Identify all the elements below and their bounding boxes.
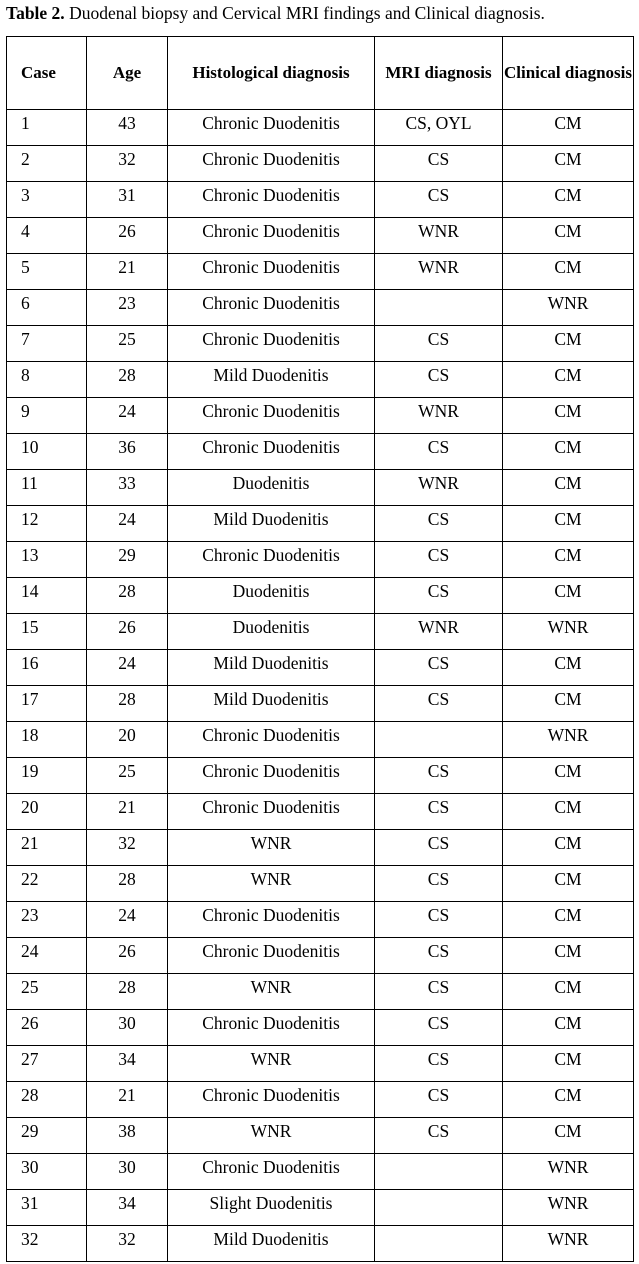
cell-mri: CS, OYL: [375, 110, 503, 146]
cell-histological: Mild Duodenitis: [168, 686, 375, 722]
cell-clinical: CM: [503, 794, 634, 830]
cell-age: 26: [87, 218, 168, 254]
cell-age: 21: [87, 1082, 168, 1118]
cell-age: 30: [87, 1154, 168, 1190]
cell-age: 21: [87, 254, 168, 290]
cell-clinical: WNR: [503, 290, 634, 326]
cell-mri: [375, 1154, 503, 1190]
cell-mri: CS: [375, 506, 503, 542]
cell-case: 3: [7, 182, 87, 218]
cell-clinical: CM: [503, 470, 634, 506]
cell-age: 23: [87, 290, 168, 326]
table-row: [7, 254, 634, 290]
cell-histological: Chronic Duodenitis: [168, 146, 375, 182]
cell-case: 29: [7, 1118, 87, 1154]
table-caption: [6, 0, 545, 36]
table-row: [7, 146, 634, 182]
cell-clinical: CM: [503, 686, 634, 722]
cell-clinical: CM: [503, 110, 634, 146]
cell-mri: CS: [375, 542, 503, 578]
cell-case: 5: [7, 254, 87, 290]
header-row: [7, 37, 634, 110]
table-row: [7, 1118, 634, 1154]
table-row: [7, 542, 634, 578]
cell-histological: Mild Duodenitis: [168, 650, 375, 686]
cell-histological: Chronic Duodenitis: [168, 902, 375, 938]
cell-mri: WNR: [375, 254, 503, 290]
cell-mri: CS: [375, 362, 503, 398]
table-row: [7, 218, 634, 254]
table-row: [7, 470, 634, 506]
table-row: [7, 722, 634, 758]
cell-case: 1: [7, 110, 87, 146]
cell-case: 15: [7, 614, 87, 650]
table-row: [7, 866, 634, 902]
cell-histological: Chronic Duodenitis: [168, 254, 375, 290]
cell-case: 24: [7, 938, 87, 974]
cell-case: 31: [7, 1190, 87, 1226]
cell-clinical: CM: [503, 182, 634, 218]
cell-mri: CS: [375, 1118, 503, 1154]
cell-clinical: CM: [503, 1010, 634, 1046]
table-row: [7, 110, 634, 146]
cell-case: 30: [7, 1154, 87, 1190]
cell-histological: Chronic Duodenitis: [168, 938, 375, 974]
table-row: [7, 1226, 634, 1262]
cell-age: 25: [87, 758, 168, 794]
cell-clinical: WNR: [503, 722, 634, 758]
cell-clinical: CM: [503, 902, 634, 938]
cell-age: 25: [87, 326, 168, 362]
cell-case: 12: [7, 506, 87, 542]
table-row: [7, 902, 634, 938]
cell-clinical: CM: [503, 542, 634, 578]
table-row: [7, 578, 634, 614]
cell-histological: WNR: [168, 830, 375, 866]
cell-age: 29: [87, 542, 168, 578]
table-row: [7, 650, 634, 686]
cell-histological: Chronic Duodenitis: [168, 794, 375, 830]
cell-mri: CS: [375, 758, 503, 794]
cell-case: 11: [7, 470, 87, 506]
cell-clinical: CM: [503, 218, 634, 254]
cell-clinical: CM: [503, 362, 634, 398]
cell-clinical: CM: [503, 1118, 634, 1154]
cell-clinical: CM: [503, 398, 634, 434]
cell-age: 28: [87, 362, 168, 398]
cell-histological: Mild Duodenitis: [168, 1226, 375, 1262]
header-age: Age: [87, 37, 168, 110]
cell-histological: Chronic Duodenitis: [168, 218, 375, 254]
cell-mri: CS: [375, 902, 503, 938]
cell-clinical: WNR: [503, 1190, 634, 1226]
cell-case: 4: [7, 218, 87, 254]
cell-age: 43: [87, 110, 168, 146]
table-row: [7, 758, 634, 794]
cell-age: 32: [87, 1226, 168, 1262]
cell-mri: CS: [375, 1010, 503, 1046]
cell-clinical: CM: [503, 866, 634, 902]
cell-age: 28: [87, 578, 168, 614]
cell-histological: Chronic Duodenitis: [168, 1154, 375, 1190]
cell-histological: Chronic Duodenitis: [168, 434, 375, 470]
cell-clinical: CM: [503, 1046, 634, 1082]
table-row: [7, 1046, 634, 1082]
cell-mri: CS: [375, 182, 503, 218]
cell-clinical: CM: [503, 434, 634, 470]
cell-age: 28: [87, 866, 168, 902]
cell-mri: CS: [375, 866, 503, 902]
cell-case: 9: [7, 398, 87, 434]
cell-mri: CS: [375, 146, 503, 182]
cell-age: 34: [87, 1190, 168, 1226]
cell-mri: CS: [375, 974, 503, 1010]
cell-mri: [375, 1226, 503, 1262]
cell-histological: WNR: [168, 866, 375, 902]
cell-clinical: CM: [503, 578, 634, 614]
cell-age: 34: [87, 1046, 168, 1082]
cell-case: 13: [7, 542, 87, 578]
cell-case: 21: [7, 830, 87, 866]
cell-case: 19: [7, 758, 87, 794]
cell-case: 8: [7, 362, 87, 398]
cell-case: 25: [7, 974, 87, 1010]
cell-case: 6: [7, 290, 87, 326]
cell-histological: Chronic Duodenitis: [168, 398, 375, 434]
cell-histological: Chronic Duodenitis: [168, 326, 375, 362]
cell-age: 38: [87, 1118, 168, 1154]
cell-age: 24: [87, 398, 168, 434]
cell-age: 26: [87, 614, 168, 650]
cell-clinical: CM: [503, 650, 634, 686]
cell-histological: Chronic Duodenitis: [168, 182, 375, 218]
table-row: [7, 974, 634, 1010]
header-case: Case: [7, 37, 87, 110]
cell-histological: WNR: [168, 1118, 375, 1154]
table-row: [7, 362, 634, 398]
table-row: [7, 938, 634, 974]
table-row: [7, 182, 634, 218]
table-row: [7, 506, 634, 542]
cell-histological: Duodenitis: [168, 614, 375, 650]
cell-age: 24: [87, 650, 168, 686]
cell-mri: CS: [375, 434, 503, 470]
cell-mri: WNR: [375, 218, 503, 254]
cell-clinical: CM: [503, 938, 634, 974]
cell-histological: Mild Duodenitis: [168, 362, 375, 398]
table-row: [7, 1154, 634, 1190]
cell-histological: Slight Duodenitis: [168, 1190, 375, 1226]
table-row: [7, 290, 634, 326]
cell-age: 26: [87, 938, 168, 974]
cell-age: 20: [87, 722, 168, 758]
table-row: [7, 1082, 634, 1118]
cell-case: 17: [7, 686, 87, 722]
cell-histological: Chronic Duodenitis: [168, 1010, 375, 1046]
cell-mri: [375, 1190, 503, 1226]
cell-clinical: CM: [503, 254, 634, 290]
cell-mri: [375, 722, 503, 758]
cell-age: 28: [87, 974, 168, 1010]
cell-histological: WNR: [168, 974, 375, 1010]
cell-age: 36: [87, 434, 168, 470]
cell-clinical: CM: [503, 506, 634, 542]
cell-mri: CS: [375, 1046, 503, 1082]
cell-histological: Chronic Duodenitis: [168, 290, 375, 326]
cell-mri: CS: [375, 686, 503, 722]
header-mri: MRI diagnosis: [375, 37, 503, 110]
cell-clinical: WNR: [503, 1154, 634, 1190]
cell-histological: Chronic Duodenitis: [168, 110, 375, 146]
cell-histological: Duodenitis: [168, 578, 375, 614]
cell-clinical: CM: [503, 830, 634, 866]
cell-case: 2: [7, 146, 87, 182]
cell-clinical: WNR: [503, 614, 634, 650]
table-row: [7, 794, 634, 830]
cell-case: 20: [7, 794, 87, 830]
cell-histological: Chronic Duodenitis: [168, 758, 375, 794]
table-row: [7, 686, 634, 722]
cell-age: 28: [87, 686, 168, 722]
cell-age: 30: [87, 1010, 168, 1046]
table-caption-label: Table 2.: [6, 3, 65, 23]
cell-mri: CS: [375, 578, 503, 614]
header-clinical: Clinical diagnosis: [503, 37, 634, 110]
cell-histological: Mild Duodenitis: [168, 506, 375, 542]
header-histological: Histological diagnosis: [168, 37, 375, 110]
cell-histological: WNR: [168, 1046, 375, 1082]
cell-case: 7: [7, 326, 87, 362]
cell-case: 16: [7, 650, 87, 686]
cell-case: 10: [7, 434, 87, 470]
cell-mri: [375, 290, 503, 326]
cell-clinical: CM: [503, 974, 634, 1010]
cell-age: 24: [87, 902, 168, 938]
cell-clinical: WNR: [503, 1226, 634, 1262]
findings-table: [6, 36, 634, 1262]
cell-mri: CS: [375, 794, 503, 830]
cell-age: 24: [87, 506, 168, 542]
cell-age: 21: [87, 794, 168, 830]
cell-histological: Chronic Duodenitis: [168, 1082, 375, 1118]
cell-age: 33: [87, 470, 168, 506]
cell-case: 18: [7, 722, 87, 758]
cell-clinical: CM: [503, 326, 634, 362]
cell-mri: WNR: [375, 398, 503, 434]
cell-case: 28: [7, 1082, 87, 1118]
cell-mri: WNR: [375, 614, 503, 650]
cell-mri: CS: [375, 326, 503, 362]
cell-mri: CS: [375, 1082, 503, 1118]
cell-case: 26: [7, 1010, 87, 1046]
cell-case: 14: [7, 578, 87, 614]
table-row: [7, 398, 634, 434]
cell-clinical: CM: [503, 758, 634, 794]
table-row: [7, 1010, 634, 1046]
cell-age: 31: [87, 182, 168, 218]
cell-case: 22: [7, 866, 87, 902]
cell-histological: Chronic Duodenitis: [168, 722, 375, 758]
table-row: [7, 614, 634, 650]
table-row: [7, 1190, 634, 1226]
cell-mri: CS: [375, 938, 503, 974]
cell-mri: CS: [375, 830, 503, 866]
cell-histological: Duodenitis: [168, 470, 375, 506]
cell-case: 32: [7, 1226, 87, 1262]
cell-histological: Chronic Duodenitis: [168, 542, 375, 578]
cell-age: 32: [87, 146, 168, 182]
table-row: [7, 830, 634, 866]
cell-case: 27: [7, 1046, 87, 1082]
cell-age: 32: [87, 830, 168, 866]
table-caption-text: Duodenal biopsy and Cervical MRI findings and Clinical diagnosis.: [64, 3, 545, 23]
cell-clinical: CM: [503, 1082, 634, 1118]
table-body: [7, 110, 634, 1262]
cell-mri: CS: [375, 650, 503, 686]
table-row: [7, 326, 634, 362]
table-row: [7, 434, 634, 470]
cell-case: 23: [7, 902, 87, 938]
cell-clinical: CM: [503, 146, 634, 182]
cell-mri: WNR: [375, 470, 503, 506]
